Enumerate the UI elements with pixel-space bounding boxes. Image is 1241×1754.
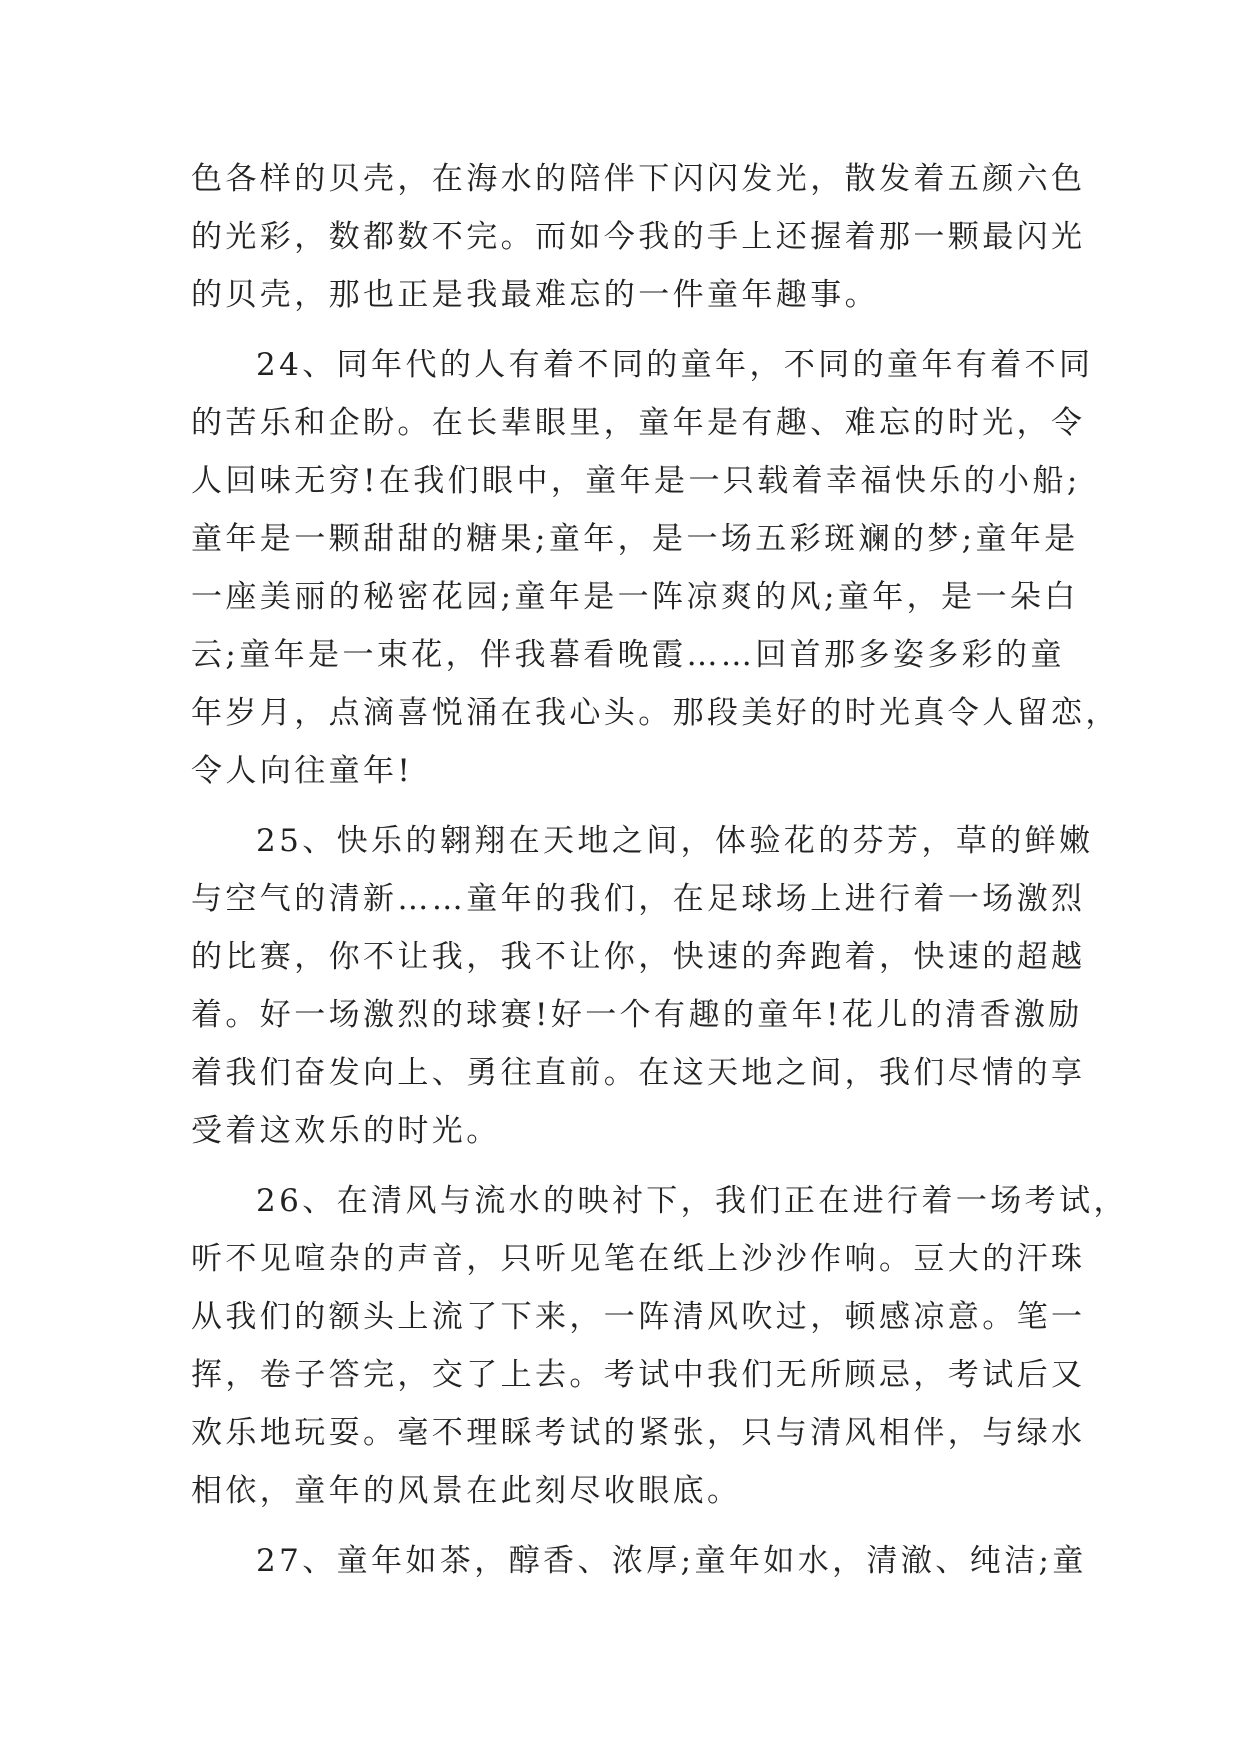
text-line: 人回味无穷!在我们眼中，童年是一只载着幸福快乐的小船; [191,463,1081,499]
paragraph-gap [191,1520,1056,1532]
paragraph-gap [191,1160,1056,1172]
paragraph-continuation [191,150,1086,324]
text-line: 26、在清风与流水的映衬下，我们正在进行着一场考试， [256,1183,1128,1219]
text-line: 一座美丽的秘密花园;童年是一阵凉爽的风;童年，是一朵白 [191,579,1079,615]
paragraph-gap [191,800,1056,812]
paragraph-25 [191,812,1094,1160]
text-line: 24、同年代的人有着不同的童年，不同的童年有着不同 [256,347,1094,383]
text-line: 的贝壳，那也正是我最难忘的一件童年趣事。 [191,277,879,313]
text-line: 听不见喧杂的声音，只听见笔在纸上沙沙作响。豆大的汗珠 [191,1241,1086,1277]
text-line: 挥，卷子答完，交了上去。考试中我们无所顾忌，考试后又 [191,1357,1086,1393]
text-line: 童年是一颗甜甜的糖果;童年，是一场五彩斑斓的梦;童年是 [191,521,1079,557]
text-line: 的比赛，你不让我，我不让你，快速的奔跑着，快速的超越 [191,939,1086,975]
text-line: 27、童年如茶，醇香、浓厚;童年如水，清澈、纯洁;童 [256,1543,1087,1579]
text-line: 着我们奋发向上、勇往直前。在这天地之间，我们尽情的享 [191,1055,1086,1091]
text-line: 欢乐地玩耍。毫不理睬考试的紧张，只与清风相伴，与绿水 [191,1415,1086,1451]
text-line: 令人向往童年! [191,753,414,789]
text-line: 年岁月，点滴喜悦涌在我心头。那段美好的时光真令人留恋， [191,695,1120,731]
text-line: 的苦乐和企盼。在长辈眼里，童年是有趣、难忘的时光，令 [191,405,1086,441]
text-line: 与空气的清新……童年的我们，在足球场上进行着一场激烈 [191,881,1086,917]
text-line: 相依，童年的风景在此刻尽收眼底。 [191,1473,742,1509]
document-body [191,150,1128,1590]
paragraph-27 [191,1532,1087,1590]
text-line: 云;童年是一束花，伴我暮看晚霞……回首那多姿多彩的童 [191,637,1065,673]
paragraph-24 [191,336,1120,800]
text-line: 的光彩，数都数不完。而如今我的手上还握着那一颗最闪光 [191,219,1086,255]
text-line: 从我们的额头上流了下来，一阵清风吹过，顿感凉意。笔一 [191,1299,1086,1335]
text-line: 受着这欢乐的时光。 [191,1113,501,1149]
paragraph-26 [191,1172,1128,1520]
paragraph-gap [191,324,1056,336]
text-line: 着。好一场激烈的球赛!好一个有趣的童年!花儿的清香激励 [191,997,1083,1033]
text-line: 25、快乐的翱翔在天地之间，体验花的芬芳，草的鲜嫩 [256,823,1094,859]
text-line: 色各样的贝壳，在海水的陪伴下闪闪发光，散发着五颜六色 [191,161,1086,197]
